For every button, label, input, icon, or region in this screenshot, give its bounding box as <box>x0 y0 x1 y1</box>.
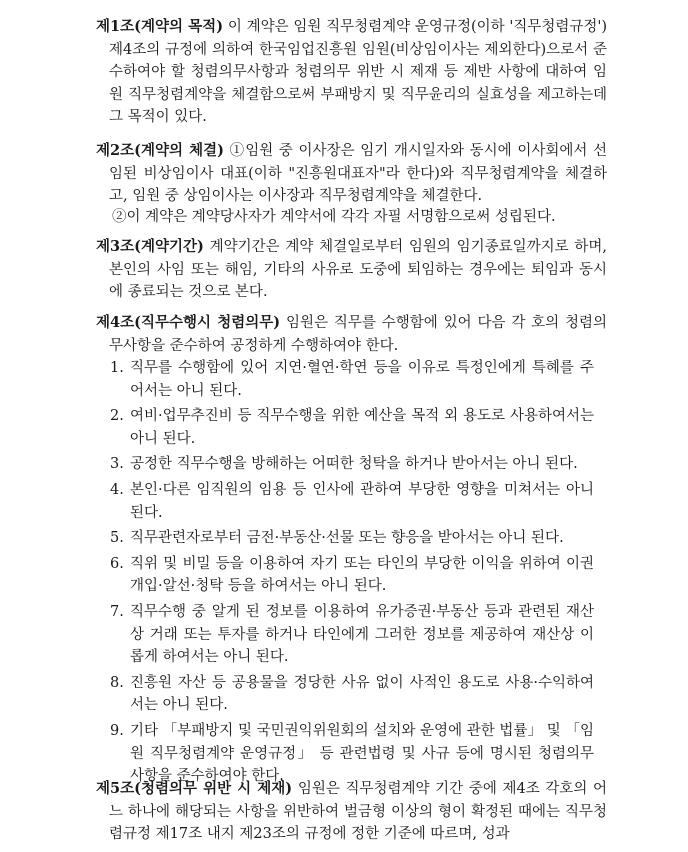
article-5-title: 제5조(청렴의무 위반 시 제재) <box>96 780 293 797</box>
article-4 <box>96 312 607 357</box>
list-item <box>110 527 594 550</box>
article-4-title: 제4조(직무수행시 청렴의무) <box>96 314 281 331</box>
article-2 <box>96 140 607 208</box>
article-1-body: 이 계약은 임원 직무청렴계약 운영규정(이하 '직무청렴규정') 제4조의 규정에 의하여 한국임업진흥원 임원(비상임이사는 제외한다)으로서 준수하여야 할 청렴의무사항과 청렴의무 위반 시 제재 등 제반 사항에 대하여 임원 직무청렴계약을 체결함으로써 부패방지 및 직무윤리의 실효성을 제고하는데 그 목적이 있다. <box>109 19 608 126</box>
item-text: 직무를 수행함에 있어 지연·혈연·학연 등을 이유로 특정인에게 특혜를 주어서는 아니 된다. <box>130 360 594 399</box>
article-1-title: 제1조(계약의 목적) <box>96 18 224 35</box>
article-4-item-list <box>110 357 594 791</box>
list-item <box>110 479 594 524</box>
list-item <box>110 405 594 450</box>
item-number: 4. <box>110 481 124 498</box>
item-text: 직위 및 비밀 등을 이용하여 자기 또는 타인의 부당한 이익을 위하여 이권 개입·알선·청탁 등을 하여서는 아니 된다. <box>130 555 594 595</box>
article-2-title: 제2조(계약의 체결) <box>96 142 224 159</box>
item-number: 1. <box>110 360 124 376</box>
item-number: 9. <box>110 722 124 739</box>
article-2-body: ①임원 중 이사장은 임기 개시일자와 동시에 이사회에서 선임된 비상임이사 대표(이하 "진흥원대표자"라 한다)와 직무청렴계약을 체결하고, 임원 중 상임이사는 이사장과 직무청렴계약을 체결한다. <box>109 143 608 205</box>
article-3-body: 계약기간은 계약 체결일로부터 임원의 임기종료일까지로 하며, 본인의 사임 또는 해임, 기타의 사유로 도중에 퇴임하는 경우에는 퇴임과 동시에 종료되는 것으로 본다. <box>109 239 608 301</box>
item-text: 기타 「부패방지 및 국민권익위원회의 설치와 운영에 관한 법률」 및 「임원 직무청렴계약 운영규정」 등 관련법령 및 사규 등에 명시된 청렴의무 사항을 준수하여야 한다. <box>130 722 594 785</box>
article-4-body: 임원은 직무를 수행함에 있어 다음 각 호의 청렴의무사항을 준수하여 공정하게 수행하여야 한다. <box>109 315 608 354</box>
article-5-body: 임원은 직무청렴계약 기간 중에 제4조 각호의 어느 하나에 해당되는 사항을 위반하여 벌금형 이상의 형이 확정된 때에는 직무청렴규정 제17조 내지 제23조의 규정에 정한 기준에 따르며, 성과 <box>109 781 608 843</box>
article-3-title: 제3조(계약기간) <box>96 238 204 255</box>
article-5 <box>96 778 607 846</box>
article-3 <box>96 236 607 304</box>
item-text: 직무수행 중 알게 된 정보를 이용하여 유가증권·부동산 등과 관련된 재산상 거래 또는 투자를 하거나 타인에게 그러한 정보를 제공하여 재산상 이롭게 하여서는 아니 된다. <box>130 603 594 666</box>
item-number: 3. <box>110 456 124 473</box>
item-text: 직무관련자로부터 금전·부동산·선물 또는 향응을 받아서는 아니 된다. <box>130 530 564 547</box>
item-text: 본인·다른 임직원의 임용 등 인사에 관하여 부당한 영향을 미쳐서는 아니 된다. <box>130 481 594 521</box>
list-item <box>110 553 594 598</box>
item-number: 2. <box>110 408 124 425</box>
item-text: 진흥원 자산 등 공용물을 정당한 사유 없이 사적인 용도로 사용·수익하여서는 아니 된다. <box>130 674 594 714</box>
list-item <box>110 453 594 476</box>
item-number: 7. <box>110 603 124 620</box>
item-text: 여비·업무추진비 등 직무수행을 위한 예산을 목적 외 용도로 사용하여서는 아니 된다. <box>130 408 594 447</box>
item-number: 6. <box>110 555 124 572</box>
item-number: 8. <box>110 674 124 691</box>
list-item <box>110 357 594 402</box>
item-text: 공정한 직무수행을 방해하는 어떠한 청탁을 하거나 받아서는 아니 된다. <box>130 456 578 473</box>
list-item <box>110 601 594 669</box>
article-1 <box>96 16 607 129</box>
list-item <box>110 672 594 717</box>
article-2-clause-2: ②이 계약은 계약당사자가 계약서에 각각 자필 서명함으로써 성립된다. <box>112 209 556 225</box>
item-number: 5. <box>110 530 124 547</box>
